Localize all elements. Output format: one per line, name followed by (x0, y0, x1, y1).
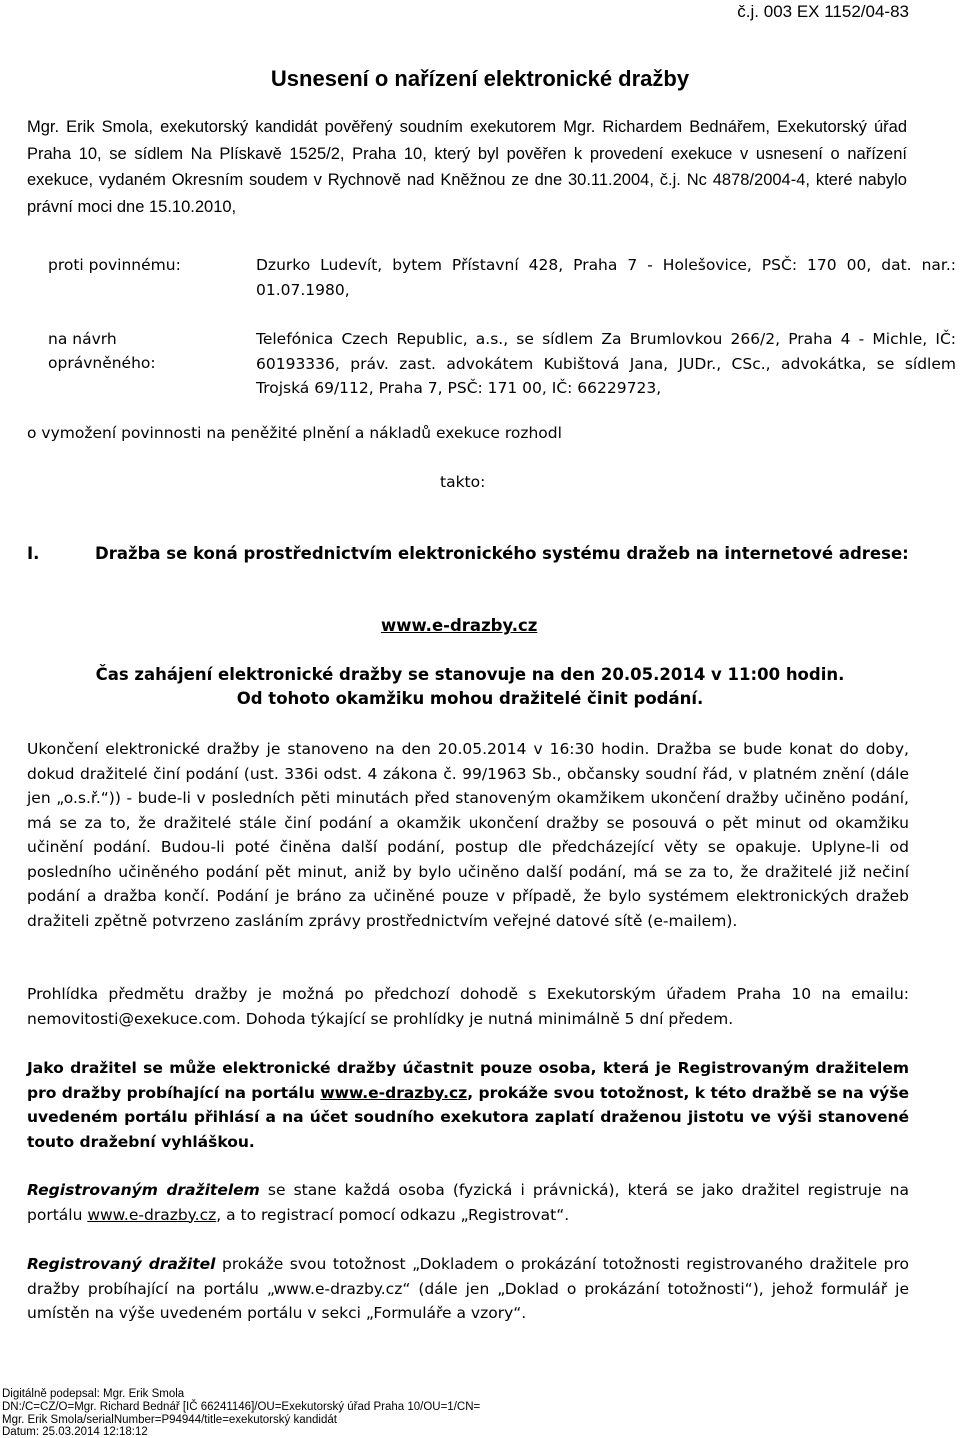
bidder-text-a: Jako dražitel se může elektronické dražby účastnit pouze osoba, která je Registrovaným dražitelem pro dražby probíhající na portálu (27, 1059, 909, 1102)
bids-start-line: Od tohoto okamžiku mohou dražitelé činit podání. (236, 689, 704, 708)
section-heading: Dražba se koná prostřednictvím elektronického systému dražeb na internetové adrese: (95, 544, 909, 563)
signature-line4: Datum: 25.03.2014 12:18:12 (2, 1426, 148, 1438)
creditor-value: Telefónica Czech Republic, a.s., se sídlem Za Brumlovkou 266/2, Praha 4 - Michle, IČ: 60193336, práv. zast. advokátem Kubištová Jana, JUDr., CSc., advokátka, se sídlem Trojská 69/112, Praha 7, PSČ: 171 00, IČ: 66229723, (256, 330, 956, 397)
creditor-label-line2: oprávněného: (48, 354, 156, 372)
identity-text: prokáže svou totožnost „Dokladem o prokázání totožnosti registrovaného dražitele pro dražby probíhající na portálu „www.e-drazby.cz“ (dále jen „Doklad o prokázání totožnosti“), jehož formulář je umístěn na výše uvedeném portálu v sekci „Formuláře a vzory“. (27, 1255, 909, 1322)
creditor-label-line1: na návrh (48, 330, 117, 348)
identity-term: Registrovaný dražitel (27, 1255, 216, 1273)
case-reference: č.j. 003 EX 1152/04-83 (737, 2, 909, 21)
registered-text-a: se stane každá osoba (fyzická i právnická), která se jako dražitel registruje na portálu (27, 1181, 909, 1224)
registration-portal-link[interactable]: www.e-drazby.cz (87, 1205, 217, 1224)
identity-paragraph (27, 1252, 909, 1326)
signature-line3: Mgr. Erik Smola/serialNumber=P94944/title=exekutorský kandidát (2, 1414, 337, 1426)
decided-text: o vymožení povinnosti na peněžité plnění a nákladů exekuce rozhodl (27, 424, 562, 442)
debtor-value: Dzurko Ludevít, bytem Přístavní 428, Praha 7 - Holešovice, PSČ: 170 00, dat. nar.: 01.07.1980, (256, 256, 956, 299)
bidder-portal-link[interactable]: www.e-drazby.cz (320, 1083, 468, 1102)
registered-paragraph (27, 1178, 909, 1227)
signature-line2: DN:/C=CZ/O=Mgr. Richard Bednář [IČ 66241146]/OU=Exekutorský úřad Praha 10/OU=1/CN= (2, 1401, 481, 1413)
inspection-paragraph: Prohlídka předmětu dražby je možná po předchozí dohodě s Exekutorským úřadem Praha 10 na emailu: nemovitosti@exekuce.com. Dohoda týkající se prohlídky je nutná minimálně 5 dní předem. (27, 985, 909, 1028)
bidder-text-b: , prokáže svou totožnost, k této dražbě se na výše uvedeném portálu přihlásí a na účet soudního exekutora zaplatí draženou jistotu ve výši stanovené touto dražební vyhláškou. (27, 1083, 910, 1151)
registered-term: Registrovaným dražitelem (27, 1181, 260, 1199)
intro-paragraph: Mgr. Erik Smola, exekutorský kandidát pověřený soudním exekutorem Mgr. Richardem Bednářem, Exekutorský úřad Praha 10, se sídlem Na Plískavě 1525/2, Praha 10, který byl pověřen k provedení exekuce v usnesení o nařízení exekuce, vydaném Okresním soudem v Rychnově nad Kněžnou ze dne 30.11.2004, č.j. Nc 4878/2004-4, které nabylo právní moci dne 15.10.2010, (27, 118, 907, 216)
debtor-label: proti povinnému: (48, 256, 181, 274)
signature-line1: Digitálně podepsal: Mgr. Erik Smola (2, 1388, 185, 1400)
auction-end-paragraph: Ukončení elektronické dražby je stanoveno na den 20.05.2014 v 16:30 hodin. Dražba se bude konat do doby, dokud dražitelé činí podání (ust. 336i odst. 4 zákona č. 99/1963 Sb., občansky soudní řád, v platném znění (dále jen „o.s.ř.“)) - bude-li v posledních pěti minutách před stanoveným okamžikem ukončení dražby učiněno podání, má se za to, že dražitelé stále činí podání a okamžik ukončení dražby se posouvá o pět minut od okamžiku učinění podání. Budou-li poté činěna další podání, postup dle předcházející věty se opakuje. Uplyne-li od posledního učiněného podání pět minut, aniž by bylo učiněno další podání, má se za to, že dražitelé již nečiní podání a dražba končí. Podání je bráno za učiněné pouze v případě, že bylo systémem elektronických dražeb dražiteli zpětně potvrzeno zasláním zprávy prostřednictvím veřejné datové sítě (e-mailem). (27, 740, 909, 930)
bidder-paragraph (27, 1056, 909, 1154)
takto-label: takto: (440, 473, 486, 491)
section-numeral: I. (27, 544, 40, 563)
auction-start-line: Čas zahájení elektronické dražby se stanovuje na den 20.05.2014 v 11:00 hodin. (95, 665, 845, 684)
auction-portal-link[interactable]: www.e-drazby.cz (381, 616, 538, 635)
registered-text-b: , a to registrací pomocí odkazu „Registrovat“. (216, 1205, 570, 1224)
document-title: Usnesení o nařízení elektronické dražby (270, 66, 690, 91)
